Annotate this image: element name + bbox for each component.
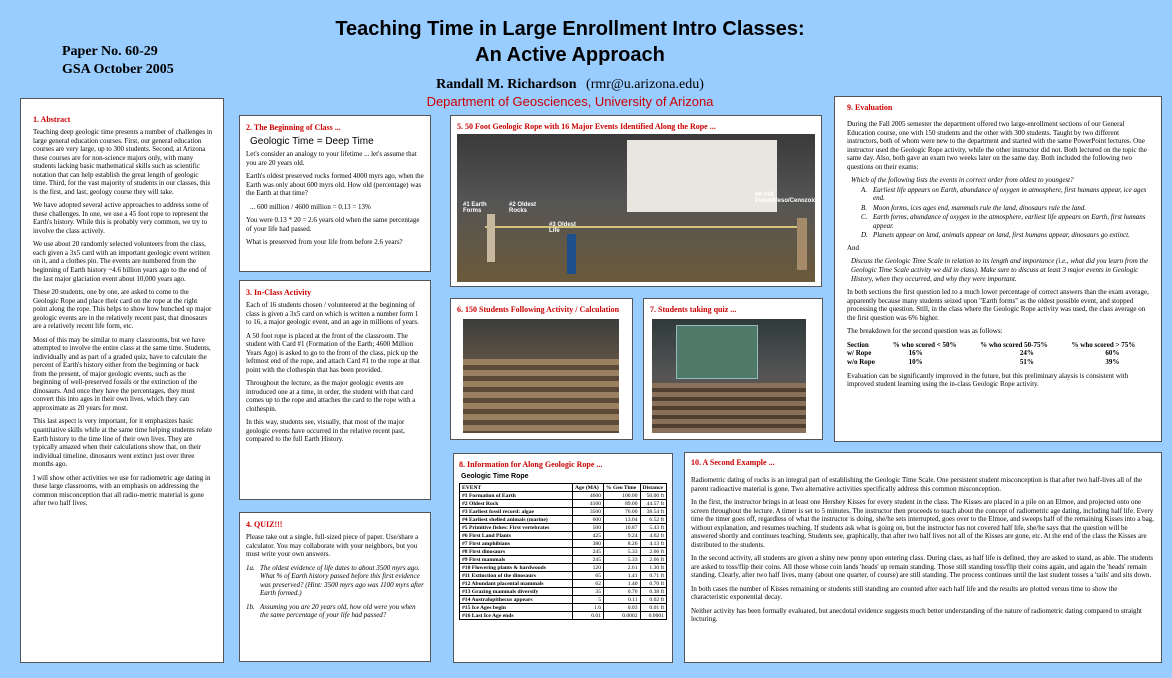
beginning-heading: 2. The Beginning of Class ... xyxy=(246,123,341,132)
inclass-text: Throughout the lecture, as the major geologic events are introduced one at a time, in order, the student with that card comes up to the rope and attaches the card to the rope with a clothespin. xyxy=(246,379,416,413)
event-cell: #13 Grazing mammals diversify xyxy=(460,588,573,596)
inclass-text: Each of 16 students chosen / volunteered at the beginning of class is given a 3x5 card on which is written a number form 1 to 16, a major geologic event, and an age in millions of years. xyxy=(246,301,419,327)
value-cell: 0.0001 xyxy=(640,612,666,620)
table-row xyxy=(460,612,667,620)
students-panel xyxy=(450,298,633,440)
quiz-instructions: Please take out a single, full-sized piece of paper. Use/share a calculator. You may collaborate with your neighbors, but you must write your own answers. xyxy=(246,533,419,559)
paper-info xyxy=(62,43,174,79)
event-cell: #6 First Land Plants xyxy=(460,532,573,540)
event-cell: #10 Flowering plants & hardwoods xyxy=(460,564,573,572)
student-figure xyxy=(487,214,495,262)
quiz-panel xyxy=(239,512,431,662)
value-cell: 44.57 ft xyxy=(640,500,666,508)
table-header-row xyxy=(460,484,667,492)
value-cell: 0.02 ft xyxy=(640,596,666,604)
event-cell: #12 Abundant placental mammals xyxy=(460,580,573,588)
table-title: Geologic Time Rope xyxy=(461,473,529,480)
table-row xyxy=(460,524,667,532)
evaluation-heading: 9. Evaluation xyxy=(847,103,893,112)
value-cell: 3500 xyxy=(573,508,604,516)
quizphoto-panel xyxy=(643,298,823,440)
quiz-question-label: 1a. xyxy=(246,563,255,572)
exam-question: Which of the following lists the events in correct order from oldest to youngest? xyxy=(851,176,1074,185)
quiz-question-b xyxy=(246,603,424,620)
exam-options xyxy=(861,186,1151,240)
value-cell: 0.03 xyxy=(604,604,641,612)
student-figure xyxy=(797,218,807,270)
second-example-text: Neither activity has been formally evaluated, but anecdotal evidence suggests much better understanding of the nature of radiometric dating compared to straight lecturing. xyxy=(691,606,1142,624)
exam-option-label: C. xyxy=(861,213,868,222)
beginning-text: Let's consider an analogy to your lifetime ... let's assume that you are 20 years old. xyxy=(246,150,417,167)
inclass-text: In this way, students see, visually, that most of the major geologic events have occurred in the relative recent past, compared to the full Earth History. xyxy=(246,418,405,444)
beginning-subtitle: Geologic Time = Deep Time xyxy=(250,136,374,147)
quiz-heading: 4. QUIZ!!! xyxy=(246,520,283,529)
classroom-rows xyxy=(463,359,619,433)
rope-line xyxy=(485,226,805,228)
evaluation-text: The breakdown for the second question was as follows: xyxy=(847,327,1003,336)
value-cell: 2.66 ft xyxy=(640,556,666,564)
value-cell: 5.33 xyxy=(604,548,641,556)
classroom-rows xyxy=(652,383,806,433)
value-cell: 76.00 xyxy=(604,508,641,516)
inclass-heading: 3. In-Class Activity xyxy=(246,288,312,297)
evaluation-panel xyxy=(834,96,1162,442)
table-row xyxy=(460,540,667,548)
column-header: Distance xyxy=(640,484,666,492)
abstract-paragraph: We have adopted several active approaches to address some of these challenges. In one, we use a 45 foot rope to represent the Earth's history. While this is probably very common, we try to involve the class actively. xyxy=(33,201,209,235)
table-row xyxy=(460,508,667,516)
score-row xyxy=(847,358,1151,367)
table-row xyxy=(460,596,667,604)
table-row xyxy=(460,532,667,540)
exam-option-text: Earliest life appears on Earth, abundance of oxygen in atmosphere, first humans appear, ice ages end. xyxy=(873,185,1147,203)
second-example-text: In the first, the instructor brings in at least one Hershey Kisses for every student in the class. The Kisses are placed in a pile on an Elmoe, and projected onto one screen throughout the lecture. A timer is set to 5 minutes. The instructor then proceeds to teach about the concept of radiometric age dating, including half life. Every time the timer goes off, regardless of what the instructor is doing, she/he sets interrupted, goes over to the Elmoe, and sweeps half of the remaining Kisses into a bag, without explanation, and resumes teaching. If students ask what is going on, but the instructor has not covered half life, she/he says that the question will be answered shortly and continues teaching. Students see, graphically, that after two half lives not all of the Kisses are gone, etc. At the end of the class the Kisses are distributed to the students. xyxy=(691,498,1154,549)
exam-option-label: D. xyxy=(861,231,868,240)
inclass-panel xyxy=(239,280,431,500)
abstract-paragraph: This last aspect is very important, for it emphasizes basic quantitative skills while at the same time helping students relate Earth history to the time line of their own lives. They are typically amazed when their calculations show that, on their individual timeline, dinosaurs went extinct just over three months ago. xyxy=(33,417,213,469)
score-cell: 16% xyxy=(908,349,923,358)
score-cell: 39% xyxy=(1105,358,1120,367)
students-photo xyxy=(463,319,619,433)
event-cell: #8 First dinosaurs xyxy=(460,548,573,556)
value-cell: 2.61 xyxy=(604,564,641,572)
value-cell: 425 xyxy=(573,532,604,540)
value-cell: 0.76 xyxy=(604,588,641,596)
evaluation-text: In both sections the first question led to a much lower percentage of correct answers than the exam average, apparently because many students seized upon "Earth forms" as the oldest possible event, and stopped processing the question. Still, in the class where the Geologic Rope activity was used, the class average on the first question was 6% higher. xyxy=(847,288,1149,322)
rope-label-life: #3 Oldest Life xyxy=(549,222,577,234)
exam-option-text: Moon forms, ices ages end, mammals rule the land, dinosaurs rule the land. xyxy=(873,203,1087,212)
value-cell: 0.70 ft xyxy=(640,580,666,588)
value-cell: 38.54 ft xyxy=(640,508,666,516)
second-example-text: In the second activity, all students are given a shiny new penny upon entering class. During class, as half life is defined, they are asked to stand, as able. The students are asked to toss/flip their coins. All those whose coin lands 'heads' up remain standing. Those still standing toss/flip their coins again, and again the 'heads' remain standing. Clearly, after two half lives, many (about one quarter, of course) are still standing. The process continues until the last student tosses a 'tails' and sits down. xyxy=(691,554,1154,580)
quizphoto-photo xyxy=(652,319,806,433)
score-cell: 60% xyxy=(1105,349,1120,358)
exam-option xyxy=(861,213,1151,230)
score-col-header: Section xyxy=(847,340,869,349)
table-row xyxy=(460,556,667,564)
exam-option xyxy=(861,186,1151,203)
value-cell: 380 xyxy=(573,540,604,548)
score-cell: 51% xyxy=(1019,358,1034,367)
event-cell: #4 Earliest shelled animals (marine) xyxy=(460,516,573,524)
rope-label-earth: #1 Earth Forms xyxy=(463,202,487,214)
table-row xyxy=(460,492,667,500)
value-cell: 1.40 xyxy=(604,580,641,588)
value-cell: 1.41 xyxy=(604,572,641,580)
quizphoto-heading: 7. Students taking quiz ... xyxy=(650,305,737,314)
value-cell: 245 xyxy=(573,556,604,564)
value-cell: 4100 xyxy=(573,500,604,508)
author-name: Randall M. Richardson xyxy=(436,77,577,92)
exam-option-label: A. xyxy=(861,185,868,194)
value-cell: 100.00 xyxy=(604,492,641,500)
and-text: And xyxy=(847,243,860,252)
info-panel xyxy=(453,453,673,663)
beginning-text: Earth's oldest preserved rocks formed 4000 myrs ago, when the Earth was only about 600 myrs old. How old (percentage) was the Earth at that time? xyxy=(246,172,424,198)
value-cell: 50.00 ft xyxy=(640,492,666,500)
exam-option-text: Planets appear on land, animals appear on land, first humans appear, dinosaurs go extinct. xyxy=(873,231,1130,240)
abstract-paragraph: We use about 20 randomly selected volunteers from the class, each given a 3x5 card with an important geologic event written on it, and a clothes pin. The events are numbered from the beginning of Earth history ~4.6 billion years ago to the end of the last major glaciation event about 10,000 years ago. xyxy=(33,240,210,283)
evaluation-text: During the Fall 2005 semester the department offered two large-enrollment sections of our General Education course, one with 150 students and the other with 300 students. Taught by two different instructors, both of whom were new to the department and started with the same PowerPoint lectures. One instructor used the Geologic Rope activity, while the other instructor did not. Both lectured on the topic the same day. Also, both gave an exam two weeks later on the same day. Both included the following two questions on their exams: xyxy=(847,120,1147,171)
inclass-text: A 50 foot rope is placed at the front of the classroom. The student with Card #1 (Formation of the Earth; 4600 Million Years Ago) is asked to go to the front of the class, pick up the leftmost end of the rope, and attach Card #1 to the rope at that point with the clothespin that has been provided. xyxy=(246,331,420,374)
discuss-question: Discuss the Geologic Time Scale in relation to its length and importance (i.e., what did you learn from the Geologic Time Scale activity we did in class). Make sure to discuss at least 3 major events in Geologic History, when they occurred, and why they were important. xyxy=(851,257,1149,283)
score-col-header: % who scored < 50% xyxy=(892,340,957,349)
beginning-text: What is preserved from your life from before 2.6 years? xyxy=(246,238,403,247)
value-cell: 120 xyxy=(573,564,604,572)
students-heading: 6. 150 Students Following Activity / Calculation xyxy=(457,305,620,314)
table-row xyxy=(460,564,667,572)
score-cell: 24% xyxy=(1019,349,1034,358)
second-example-heading: 10. A Second Example ... xyxy=(691,458,775,467)
score-table xyxy=(847,341,1151,367)
abstract-heading: 1. Abstract xyxy=(33,115,71,124)
paper-number: Paper No. 60-29 xyxy=(62,44,158,59)
value-cell: 0.11 xyxy=(604,596,641,604)
score-row xyxy=(847,349,1151,358)
info-heading: 8. Information for Along Geologic Rope ... xyxy=(459,460,603,469)
table-row xyxy=(460,548,667,556)
value-cell: 0.71 ft xyxy=(640,572,666,580)
score-table-header xyxy=(847,341,1151,350)
exam-option xyxy=(861,231,1151,240)
quiz-slide-screen xyxy=(676,325,758,379)
beginning-panel xyxy=(239,115,431,272)
event-cell: #3 Earliest fossil record: algae xyxy=(460,508,573,516)
author-line xyxy=(210,77,930,93)
event-cell: #2 Oldest Rock xyxy=(460,500,573,508)
value-cell: 62 xyxy=(573,580,604,588)
value-cell: 1.6 xyxy=(573,604,604,612)
value-cell: 0.0002 xyxy=(604,612,641,620)
value-cell: 8.26 xyxy=(604,540,641,548)
value-cell: 600 xyxy=(573,516,604,524)
score-col-header: % who scored 50-75% xyxy=(980,340,1048,349)
geologic-time-table xyxy=(459,483,667,620)
quiz-question-label: 1b. xyxy=(246,602,255,611)
score-col-header: % who scored > 75% xyxy=(1071,340,1136,349)
conference: GSA October 2005 xyxy=(62,62,174,78)
abstract-paragraph: Teaching deep geologic time presents a number of challenges in large general education courses. First, our general education courses are very large, up to 300 students. Second, at Arizona these courses are for non-science majors only, with many students lacking basic mathematical skills such as scientific notation that can help establish the great length of geologic time. Third, for the vast majority of students in our classes, this is the first, and last, geology course they will take. xyxy=(33,128,213,196)
rope-panel xyxy=(450,115,822,287)
event-cell: #11 Extinction of the dinosaurs xyxy=(460,572,573,580)
column-header: % Geo Time xyxy=(604,484,641,492)
value-cell: 5 xyxy=(573,596,604,604)
quiz-question-text: Assuming you are 20 years old, how old were you when the same percentage of your life had passed? xyxy=(260,602,416,620)
department: Department of Geosciences, University of Arizona xyxy=(426,94,714,109)
value-cell: 4.13 ft xyxy=(640,540,666,548)
poster-title-line1: Teaching Time in Large Enrollment Intro Classes: xyxy=(335,18,805,40)
column-header: EVENT xyxy=(460,484,573,492)
value-cell: 13.04 xyxy=(604,516,641,524)
table-row xyxy=(460,588,667,596)
column-header: Age (MA) xyxy=(573,484,604,492)
abstract-paragraph: Most of this may be similar to many classrooms, but we have attempted to involve the entire class at the same time. Students, individually and as part of a graded quiz, have to calculate the percent of Earth's history either from the beginning or back from the present, of major geologic events, such as the beginning of well-preserved fossils or the extinction of the dinosaurs. And once they have the percentages, they must convert this into ages in their own lives, which they can approximate as 20 years for most. xyxy=(33,335,211,412)
rope-heading: 5. 50 Foot Geologic Rope with 16 Major Events Identified Along the Rope ... xyxy=(457,122,716,131)
value-cell: 5.33 xyxy=(604,556,641,564)
score-cell: w/ Rope xyxy=(847,349,872,358)
author-email: (rmr@u.arizona.edu) xyxy=(586,77,704,92)
exam-option xyxy=(861,204,1151,213)
value-cell: 6.52 ft xyxy=(640,516,666,524)
table-row xyxy=(460,604,667,612)
second-example-text: Radiometric dating of rocks is an integral part of establishing the Geologic Time Scale. One persistent student misconception is that after two half-lives all of the parent radioactive material is gone. Two alternative activities specifically address this common misconception. xyxy=(691,476,1143,493)
value-cell: 245 xyxy=(573,548,604,556)
rope-label-rocks: #2 Oldest Rocks xyxy=(509,202,537,214)
exam-option-label: B. xyxy=(861,203,868,212)
value-cell: 9.24 xyxy=(604,532,641,540)
abstract-paragraph: These 20 students, one by one, are asked to come to the Geologic Rope and place their card on the rope at the right point along the rope. This helps to show how bunched up major geologic events are in the relatively recent past, that dinosaurs are a relatively recent life form, etc. xyxy=(33,288,212,331)
value-cell: 10.87 xyxy=(604,524,641,532)
rope-label-range: #6-#16 Paleo/Meso/Cenozoic xyxy=(755,192,817,204)
event-cell: #15 Ice Ages begin xyxy=(460,604,573,612)
value-cell: 0.01 ft xyxy=(640,604,666,612)
event-cell: #16 Last Ice Age ends xyxy=(460,612,573,620)
table-row xyxy=(460,516,667,524)
score-cell: 10% xyxy=(908,358,923,367)
table-row xyxy=(460,500,667,508)
abstract-panel xyxy=(20,98,224,663)
value-cell: 65 xyxy=(573,572,604,580)
value-cell: 4.62 ft xyxy=(640,532,666,540)
score-cell: w/o Rope xyxy=(847,358,875,367)
value-cell: 0.38 ft xyxy=(640,588,666,596)
event-cell: #9 First mammals xyxy=(460,556,573,564)
abstract-paragraph: I will show other activities we use for radiometric age dating in these large classrooms, with an emphasis on addressing the common misconception that all radio-metric material is gone after two half lives. xyxy=(33,473,211,508)
value-cell: 4600 xyxy=(573,492,604,500)
second-example-text: In both cases the number of Kisses remaining or students still standing are counted after each half life and the results are plotted versus time to show the characteristic exponential decay. xyxy=(691,584,1118,602)
event-cell: #1 Formation of Earth xyxy=(460,492,573,500)
beginning-text: You were 0.13 * 20 = 2.6 years old when the same percentage of your life had passed. xyxy=(246,216,420,233)
table-row xyxy=(460,572,667,580)
value-cell: 0.01 xyxy=(573,612,604,620)
evaluation-text: Evaluation can be significantly improved in the future, but this preliminary alaysis is consistent with improved student learning using the in-class Geologic Rope activity. xyxy=(847,371,1129,389)
poster-title-line2: An Active Approach xyxy=(475,44,665,66)
value-cell: 2.66 ft xyxy=(640,548,666,556)
quiz-question-a xyxy=(246,564,424,598)
exam-option-text: Earth forms, abundance of oxygen in the atmosphere, earliest life appears on Earth, first humans appear. xyxy=(873,213,1146,230)
quiz-question-text: The oldest evidence of life dates to about 3500 myrs ago. What % of Earth history passed before this first evidence was preserved? (Hint: 3500 myrs ago was 1100 myrs after Earth formed.) xyxy=(260,563,424,598)
rope-photo xyxy=(457,134,815,282)
table-row xyxy=(460,580,667,588)
event-cell: #5 Primitive fishes: First vertebrates xyxy=(460,524,573,532)
value-cell: 35 xyxy=(573,588,604,596)
second-example-panel xyxy=(684,452,1162,663)
event-cell: #7 First amphibians xyxy=(460,540,573,548)
value-cell: 500 xyxy=(573,524,604,532)
event-cell: #14 Australopithecus appears xyxy=(460,596,573,604)
student-figure xyxy=(567,234,576,274)
value-cell: 1.30 ft xyxy=(640,564,666,572)
beginning-text: ... 600 million / 4600 million = 0.13 = 13% xyxy=(250,202,371,211)
value-cell: 89.00 xyxy=(604,500,641,508)
value-cell: 5.43 ft xyxy=(640,524,666,532)
